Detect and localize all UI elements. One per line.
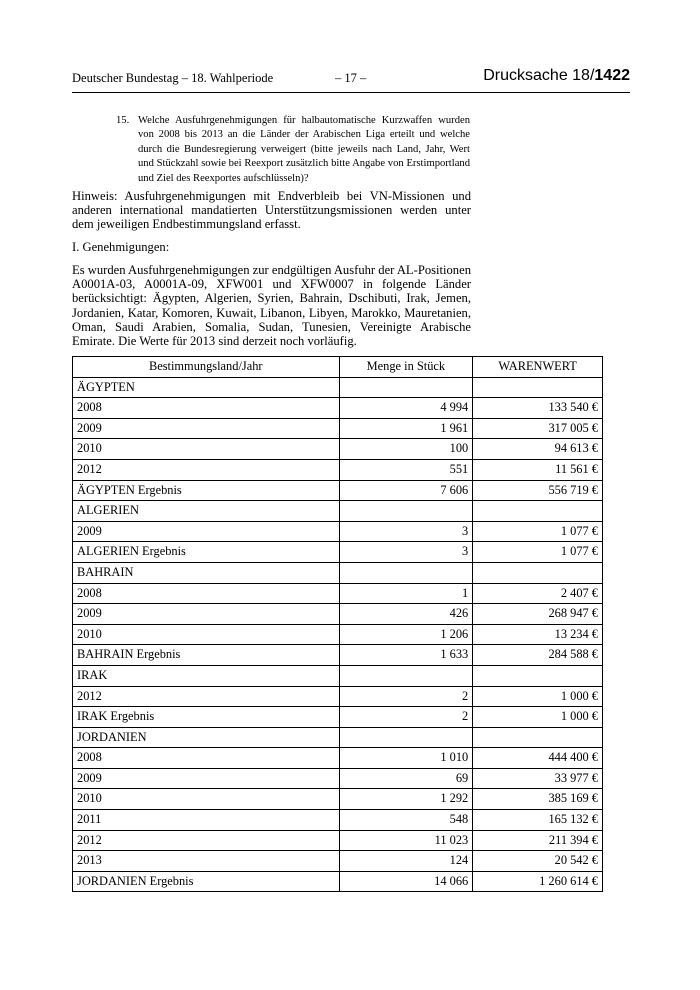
cell-quantity: 1 010 — [339, 748, 473, 769]
table-row — [73, 583, 603, 604]
cell-value — [473, 501, 603, 522]
cell-country-year: IRAK — [73, 665, 340, 686]
cell-quantity: 1 206 — [339, 624, 473, 645]
cell-country-year: 2013 — [73, 851, 340, 872]
table-row — [73, 645, 603, 666]
cell-country-year: 2011 — [73, 810, 340, 831]
cell-value: 20 542 € — [473, 851, 603, 872]
cell-country-year: JORDANIEN Ergebnis — [73, 871, 340, 892]
cell-country-year: 2009 — [73, 768, 340, 789]
table-row — [73, 748, 603, 769]
table-row — [73, 624, 603, 645]
cell-quantity — [339, 377, 473, 398]
cell-quantity: 548 — [339, 810, 473, 831]
table-row — [73, 521, 603, 542]
cell-country-year: 2009 — [73, 521, 340, 542]
cell-value — [473, 377, 603, 398]
cell-country-year: ÄGYPTEN — [73, 377, 340, 398]
cell-value: 1 000 € — [473, 707, 603, 728]
cell-country-year: 2008 — [73, 748, 340, 769]
table-row — [73, 830, 603, 851]
table-row — [73, 542, 603, 563]
table-row — [73, 501, 603, 522]
question-block — [116, 114, 470, 186]
cell-country-year: ÄGYPTEN Ergebnis — [73, 480, 340, 501]
cell-country-year: 2010 — [73, 439, 340, 460]
cell-quantity — [339, 562, 473, 583]
cell-country-year: BAHRAIN — [73, 562, 340, 583]
cell-country-year: ALGERIEN Ergebnis — [73, 542, 340, 563]
cell-quantity: 4 994 — [339, 398, 473, 419]
cell-value: 1 260 614 € — [473, 871, 603, 892]
header-quantity: Menge in Stück — [339, 357, 473, 378]
table-row — [73, 686, 603, 707]
table-row — [73, 789, 603, 810]
cell-quantity: 426 — [339, 604, 473, 625]
cell-value: 317 005 € — [473, 418, 603, 439]
export-licenses-table — [72, 356, 603, 892]
cell-country-year: 2010 — [73, 624, 340, 645]
note-paragraph: Hinweis: Ausfuhrgenehmigungen mit Endverbleib bei VN-Missionen und anderen international mandatierten Unterstützungsmissionen werden unter dem jeweiligen Endbestimmungsland erfasst. — [72, 189, 471, 232]
table-row — [73, 810, 603, 831]
cell-value: 1 077 € — [473, 521, 603, 542]
table-body — [73, 357, 603, 892]
table-header-row — [73, 357, 603, 378]
cell-value: 1 000 € — [473, 686, 603, 707]
cell-value: 2 407 € — [473, 583, 603, 604]
cell-value: 444 400 € — [473, 748, 603, 769]
cell-country-year: 2009 — [73, 418, 340, 439]
table-row — [73, 418, 603, 439]
document-number — [483, 67, 630, 85]
cell-quantity: 1 292 — [339, 789, 473, 810]
cell-quantity: 2 — [339, 686, 473, 707]
cell-quantity: 551 — [339, 459, 473, 480]
cell-quantity: 2 — [339, 707, 473, 728]
cell-value: 268 947 € — [473, 604, 603, 625]
document-number-prefix: Drucksache 18/ — [483, 67, 595, 84]
cell-value: 94 613 € — [473, 439, 603, 460]
table-row — [73, 604, 603, 625]
cell-quantity: 1 961 — [339, 418, 473, 439]
cell-country-year: 2008 — [73, 583, 340, 604]
cell-country-year: 2012 — [73, 459, 340, 480]
cell-country-year: 2009 — [73, 604, 340, 625]
cell-value: 556 719 € — [473, 480, 603, 501]
cell-quantity: 100 — [339, 439, 473, 460]
table-row — [73, 768, 603, 789]
cell-value — [473, 562, 603, 583]
cell-value: 284 588 € — [473, 645, 603, 666]
cell-country-year: 2010 — [73, 789, 340, 810]
cell-quantity: 3 — [339, 521, 473, 542]
header-value: WARENWERT — [473, 357, 603, 378]
cell-value: 11 561 € — [473, 459, 603, 480]
table-row — [73, 665, 603, 686]
question-text: Welche Ausfuhrgenehmigungen für halbautomatische Kurzwaffen wurden von 2008 bis 2013 an die Länder der Arabischen Liga erteilt und welche durch die Bundesregierung verweigert (bitte jeweils nach Land, Jahr, Wert und Stückzahl sowie bei Reexport zusätzlich bitte Angabe von Erstimportland und Ziel des Reexportes aufschlüsseln)? — [138, 115, 470, 184]
cell-quantity: 1 633 — [339, 645, 473, 666]
cell-country-year: JORDANIEN — [73, 727, 340, 748]
cell-value: 385 169 € — [473, 789, 603, 810]
page-number: – 17 – — [335, 71, 367, 85]
cell-quantity: 1 — [339, 583, 473, 604]
cell-country-year: ALGERIEN — [73, 501, 340, 522]
document-number-value: 1422 — [594, 67, 630, 84]
cell-quantity — [339, 501, 473, 522]
cell-country-year: 2012 — [73, 686, 340, 707]
question-number: 15. — [116, 115, 130, 126]
cell-value — [473, 727, 603, 748]
cell-quantity: 3 — [339, 542, 473, 563]
cell-country-year: BAHRAIN Ergebnis — [73, 645, 340, 666]
cell-value: 133 540 € — [473, 398, 603, 419]
publication-title: Deutscher Bundestag – 18. Wahlperiode — [72, 71, 274, 85]
cell-country-year: 2012 — [73, 830, 340, 851]
header-country-year: Bestimmungsland/Jahr — [73, 357, 340, 378]
cell-quantity — [339, 665, 473, 686]
table-row — [73, 439, 603, 460]
cell-country-year: IRAK Ergebnis — [73, 707, 340, 728]
table-row — [73, 851, 603, 872]
cell-quantity: 7 606 — [339, 480, 473, 501]
cell-quantity — [339, 727, 473, 748]
table-row — [73, 398, 603, 419]
cell-value: 1 077 € — [473, 542, 603, 563]
cell-country-year: 2008 — [73, 398, 340, 419]
table-row — [73, 459, 603, 480]
cell-quantity: 14 066 — [339, 871, 473, 892]
cell-quantity: 124 — [339, 851, 473, 872]
table-row — [73, 707, 603, 728]
cell-value: 165 132 € — [473, 810, 603, 831]
cell-quantity: 11 023 — [339, 830, 473, 851]
table-row — [73, 871, 603, 892]
cell-quantity: 69 — [339, 768, 473, 789]
intro-paragraph: Es wurden Ausfuhrgenehmigungen zur endgültigen Ausfuhr der AL-Positionen A0001A-03, A0001A-09, XFW001 und XFW0007 in folgende Länder berücksichtigt: Ägypten, Algerien, Syrien, Bahrain, Dschibuti, Irak, Jemen, Jordanien, Katar, Komoren, Kuwait, Libanon, Libyen, Marokko, Mauretanien, Oman, Saudi Arabien, Somalia, Sudan, Tunesien, Vereinigte Arabische Emirate. Die Werte für 2013 sind derzeit noch vorläufig. — [72, 263, 471, 349]
cell-value: 211 394 € — [473, 830, 603, 851]
section-title: I. Genehmigungen: — [72, 240, 170, 254]
cell-value: 13 234 € — [473, 624, 603, 645]
cell-value: 33 977 € — [473, 768, 603, 789]
table-row — [73, 480, 603, 501]
table-row — [73, 562, 603, 583]
table-row — [73, 727, 603, 748]
table-row — [73, 377, 603, 398]
cell-value — [473, 665, 603, 686]
page-header — [72, 64, 630, 93]
